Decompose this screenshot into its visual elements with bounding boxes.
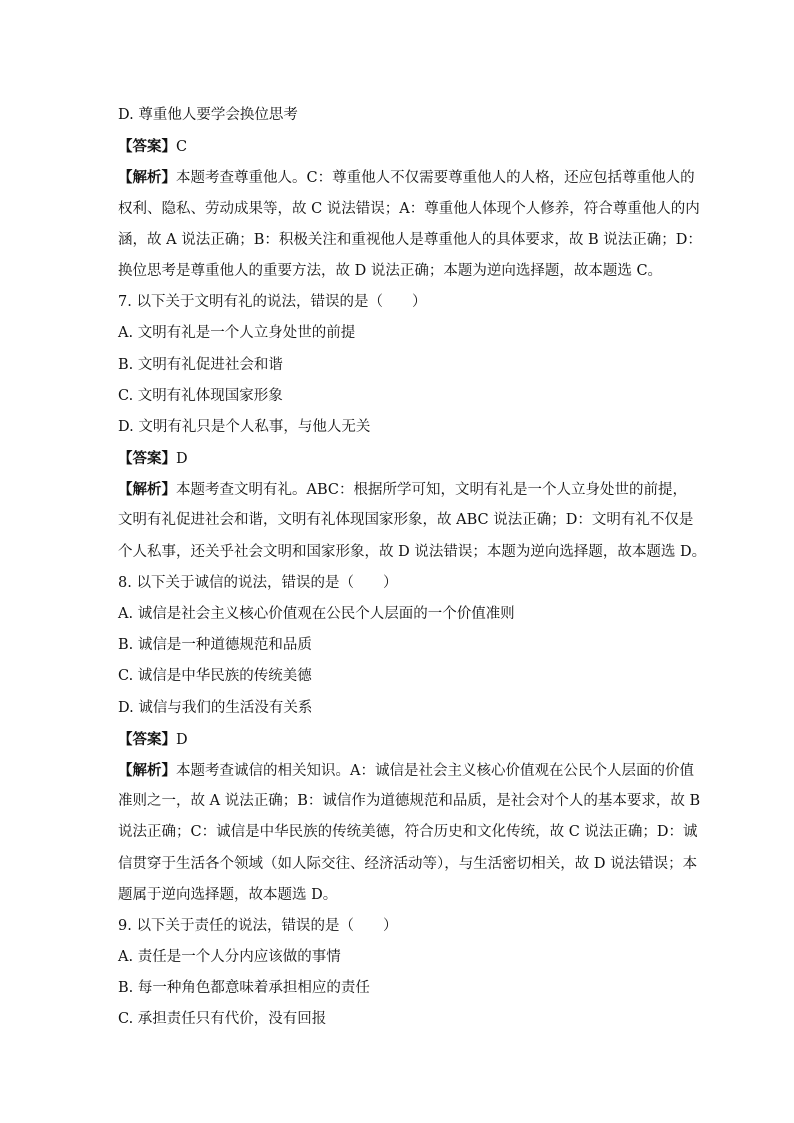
analysis-line: 换位思考是尊重他人的重要方法，故 D 说法正确；本题为逆向选择题，故本题选 C。 — [118, 262, 663, 279]
analysis-line: 本题考查文明有礼。ABC：根据所学可知，文明有礼是一个人立身处世的前提， — [176, 482, 687, 499]
answer-value: D — [176, 451, 188, 468]
q7-option-a: A. 文明有礼是一个人立身处世的前提 — [118, 325, 356, 342]
answer-value: D — [176, 731, 188, 748]
q8-option-a: A. 诚信是社会主义核心价值观在公民个人层面的一个价值准则 — [118, 606, 515, 622]
analysis-line: 权利、隐私、劳动成果等，故 C 说法错误；A：尊重他人体现个人修养，符合尊重他人的内 — [118, 200, 700, 217]
analysis-line: 本题考查诚信的相关知识。A：诚信是社会主义核心价值观在公民个人层面的价值 — [176, 762, 694, 779]
analysis-line: 信贯穿于生活各个领域（如人际交往、经济活动等），与生活密切相关，故 D 说法错误；本 — [118, 855, 698, 872]
q8-answer — [118, 724, 684, 755]
q8-stem: 8. 以下关于诚信的说法，错误的是（ ） — [118, 574, 398, 591]
answer-tag: 【答案】 — [118, 450, 176, 468]
q7-option-d: D. 文明有礼只是个人私事，与他人无关 — [118, 418, 371, 435]
q8-option-b: B. 诚信是一种道德规范和品质 — [118, 637, 312, 654]
answer-tag: 【答案】 — [118, 138, 176, 156]
q8-analysis — [118, 755, 701, 911]
analysis-tag: 【解析】 — [118, 761, 176, 779]
analysis-line: 文明有礼促进社会和谐，文明有礼体现国家形象，故 ABC 说法正确；D：文明有礼不仅是 — [118, 512, 694, 529]
analysis-line: 说法正确；C：诚信是中华民族的传统美德，符合历史和文化传统，故 C 说法正确；D：诚 — [118, 824, 698, 841]
q6-option-d: D. 尊重他人要学会换位思考 — [118, 107, 298, 123]
q7-answer — [118, 443, 684, 474]
q9-option-c: C. 承担责任只有代价，没有回报 — [118, 1011, 327, 1028]
q8-option-d: D. 诚信与我们的生活没有关系 — [118, 699, 313, 716]
analysis-line: 题属于逆向选择题，故本题选 D。 — [118, 886, 338, 903]
q6-analysis — [118, 162, 702, 287]
analysis-line: 涵，故 A 说法正确；B：积极关注和重视他人是尊重他人的具体要求，故 B 说法正确；D： — [118, 231, 702, 248]
analysis-line: 个人私事，还关乎社会文明和国家形象，故 D 说法错误；本题为逆向选择题，故本题选 D。 — [118, 543, 707, 560]
q7-analysis — [118, 474, 707, 568]
q7-option-c: C. 文明有礼体现国家形象 — [118, 387, 283, 404]
q9-stem: 9. 以下关于责任的说法，错误的是（ ） — [118, 917, 398, 934]
analysis-line: 本题考查尊重他人。C：尊重他人不仅需要尊重他人的人格，还应包括尊重他人的 — [176, 170, 695, 187]
analysis-tag: 【解析】 — [118, 169, 176, 187]
answer-value: C — [176, 139, 188, 156]
q9-option-a: A. 责任是一个人分内应该做的事情 — [118, 949, 341, 966]
q7-stem: 7. 以下关于文明有礼的说法，错误的是（ ） — [118, 294, 427, 311]
analysis-line: 准则之一，故 A 说法正确；B：诚信作为道德规范和品质，是社会对个人的基本要求，故 B — [118, 793, 701, 810]
q7-option-b: B. 文明有礼促进社会和谐 — [118, 356, 283, 373]
answer-tag: 【答案】 — [118, 730, 176, 748]
document-page — [118, 100, 707, 1036]
q6-answer — [118, 131, 684, 162]
analysis-tag: 【解析】 — [118, 481, 176, 499]
q8-option-c: C. 诚信是中华民族的传统美德 — [118, 668, 312, 685]
q9-option-b: B. 每一种角色都意味着承担相应的责任 — [118, 980, 370, 997]
